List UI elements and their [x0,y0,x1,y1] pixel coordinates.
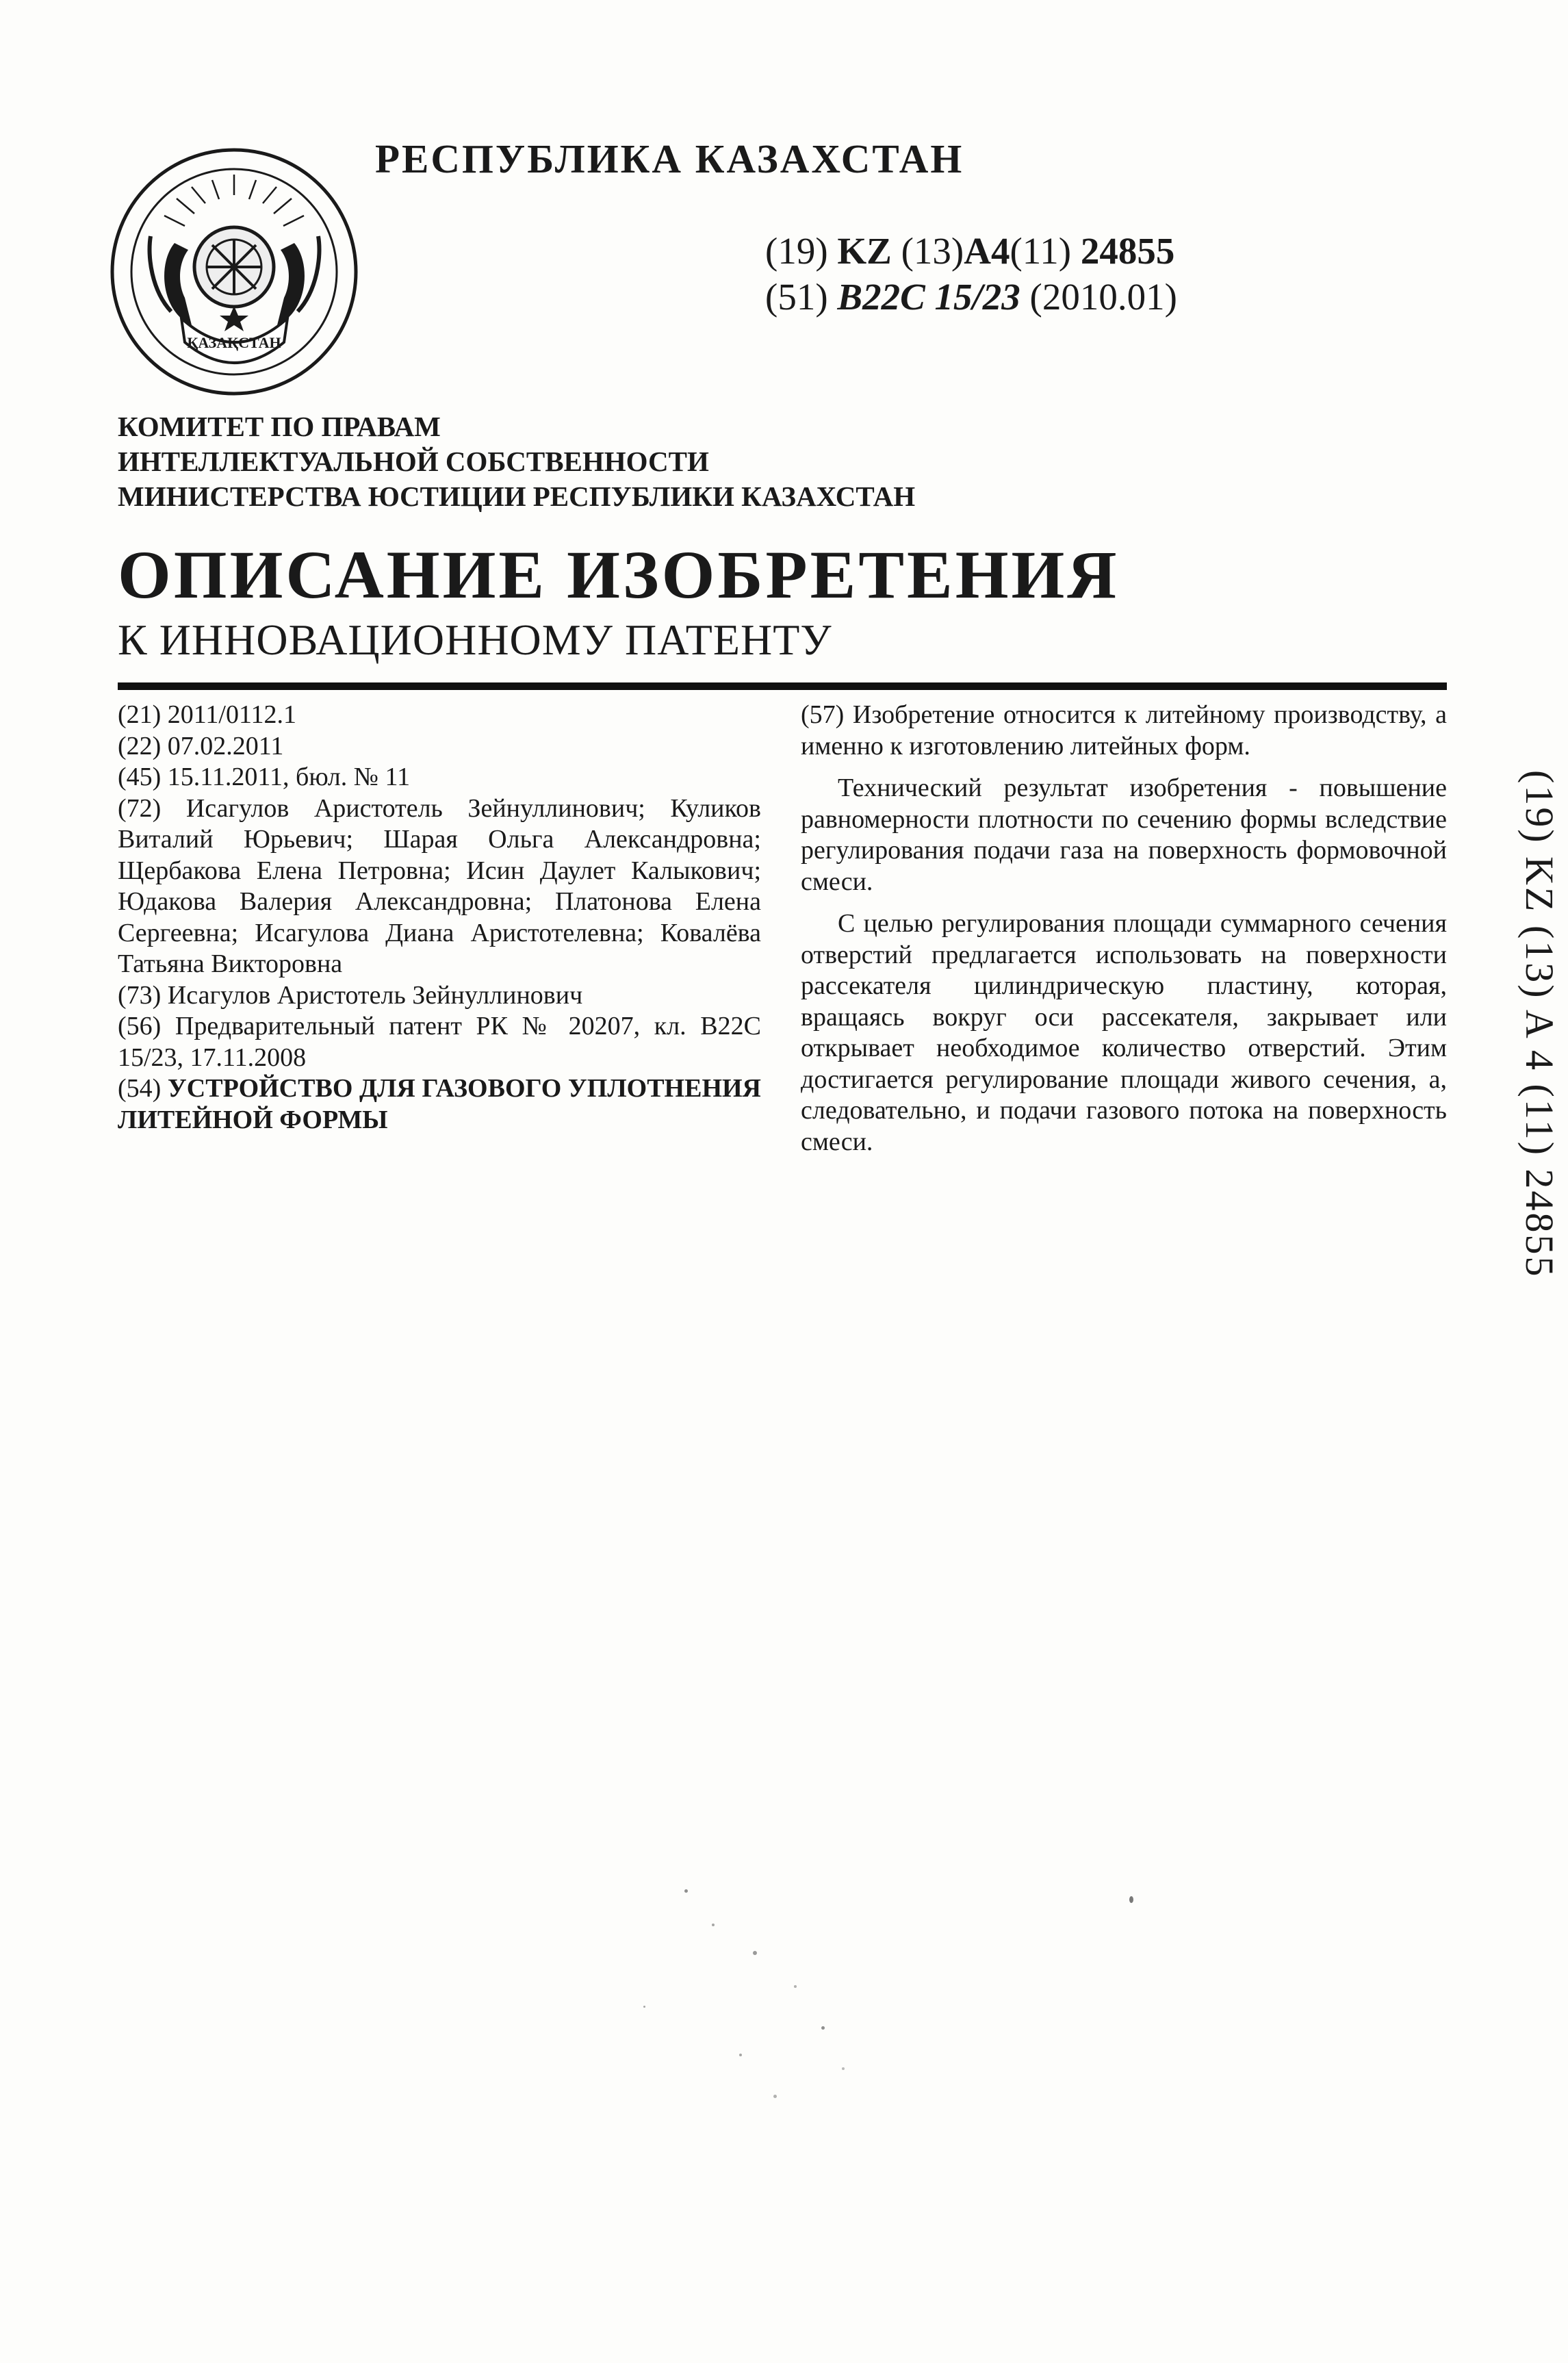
committee-line-3: МИНИСТЕРСТВА ЮСТИЦИИ РЕСПУБЛИКИ КАЗАХСТАН [118,481,916,512]
document-kind: A4 [964,230,1010,272]
side-patent-code: (19) KZ (13) A 4 (11) 24855 [1517,770,1562,1279]
ipc-date: (2010.01) [1029,276,1177,318]
emblem-text: ҚАЗАҚСТАН [187,334,281,351]
abstract-paragraph-3: С целью регулирования площади суммарного сечения отверстий предлагается использовать на поверхности рассекателя цилиндрическую пластину, которая, вращаясь вокруг оси рассекателя, закрывает или открывает необходимое количество отверстий. Этим достигается регулирование площади живого сечения, а, следовательно, и подачи газового потока на поверхность смеси. [801,909,1447,1156]
committee-line-1: КОМИТЕТ ПО ПРАВАМ [118,411,441,442]
country-name: РЕСПУБЛИКА КАЗАХСТАН [375,136,964,181]
field-54-invention-title [118,1073,761,1136]
document-title: ОПИСАНИЕ ИЗОБРЕТЕНИЯ [118,537,1120,613]
abstract [801,700,1447,1158]
abstract-paragraph-1: (57) Изобретение относится к литейному производству, а именно к изготовлению литейных форм. [801,700,1447,761]
field-54-code: (54) [118,1074,162,1103]
field-45-publication-date: (45) 15.11.2011, бюл. № 11 [118,763,411,791]
patent-number: 24855 [1080,230,1175,272]
field-21-application-number: (21) 2011/0112.1 [118,700,297,729]
title-divider [118,682,1447,690]
code-19: (19) [765,230,828,272]
country-code: KZ [837,230,892,272]
document-subtitle: К ИННОВАЦИОННОМУ ПАТЕНТУ [118,615,832,664]
field-72-inventors: (72) Исагулов Аристотель Зейнуллинович; Куликов Виталий Юрьевич; Шарая Ольга Александровна; Щербакова Елена Петровна; Исин Даулет Калыкович; Юдакова Валерия Александровна; Платонова Елена Сергеевна; Исагулова Диана Аристотелевна; Ковалёва Татьяна Викторовна [118,793,761,978]
ipc-class: B22C 15/23 [837,276,1020,318]
patent-codes-line1 [765,229,1174,272]
committee-block [118,409,915,514]
committee-line-2: ИНТЕЛЛЕКТУАЛЬНОЙ СОБСТВЕННОСТИ [118,446,709,477]
state-emblem [110,147,359,397]
abstract-paragraph-2: Технический результат изобретения - повышение равномерности плотности по сечению формы вследствие регулирования подачи газа на поверхность формовочной смеси. [801,774,1447,896]
patent-codes-line2 [765,275,1177,318]
field-73-patent-owner: (73) Исагулов Аристотель Зейнуллинович [118,980,583,1010]
bibliographic-data [118,700,761,1136]
code-11: (11) [1010,230,1072,272]
code-13: (13) [901,230,964,272]
code-51: (51) [765,276,828,318]
invention-title: УСТРОЙСТВО ДЛЯ ГАЗОВОГО УПЛОТНЕНИЯ ЛИТЕЙНОЙ ФОРМЫ [118,1074,762,1134]
field-56-prior-art: (56) Предварительный патент РК № 20207, кл. B22C 15/23, 17.11.2008 [118,1012,761,1072]
field-22-filing-date: (22) 07.02.2011 [118,731,284,761]
